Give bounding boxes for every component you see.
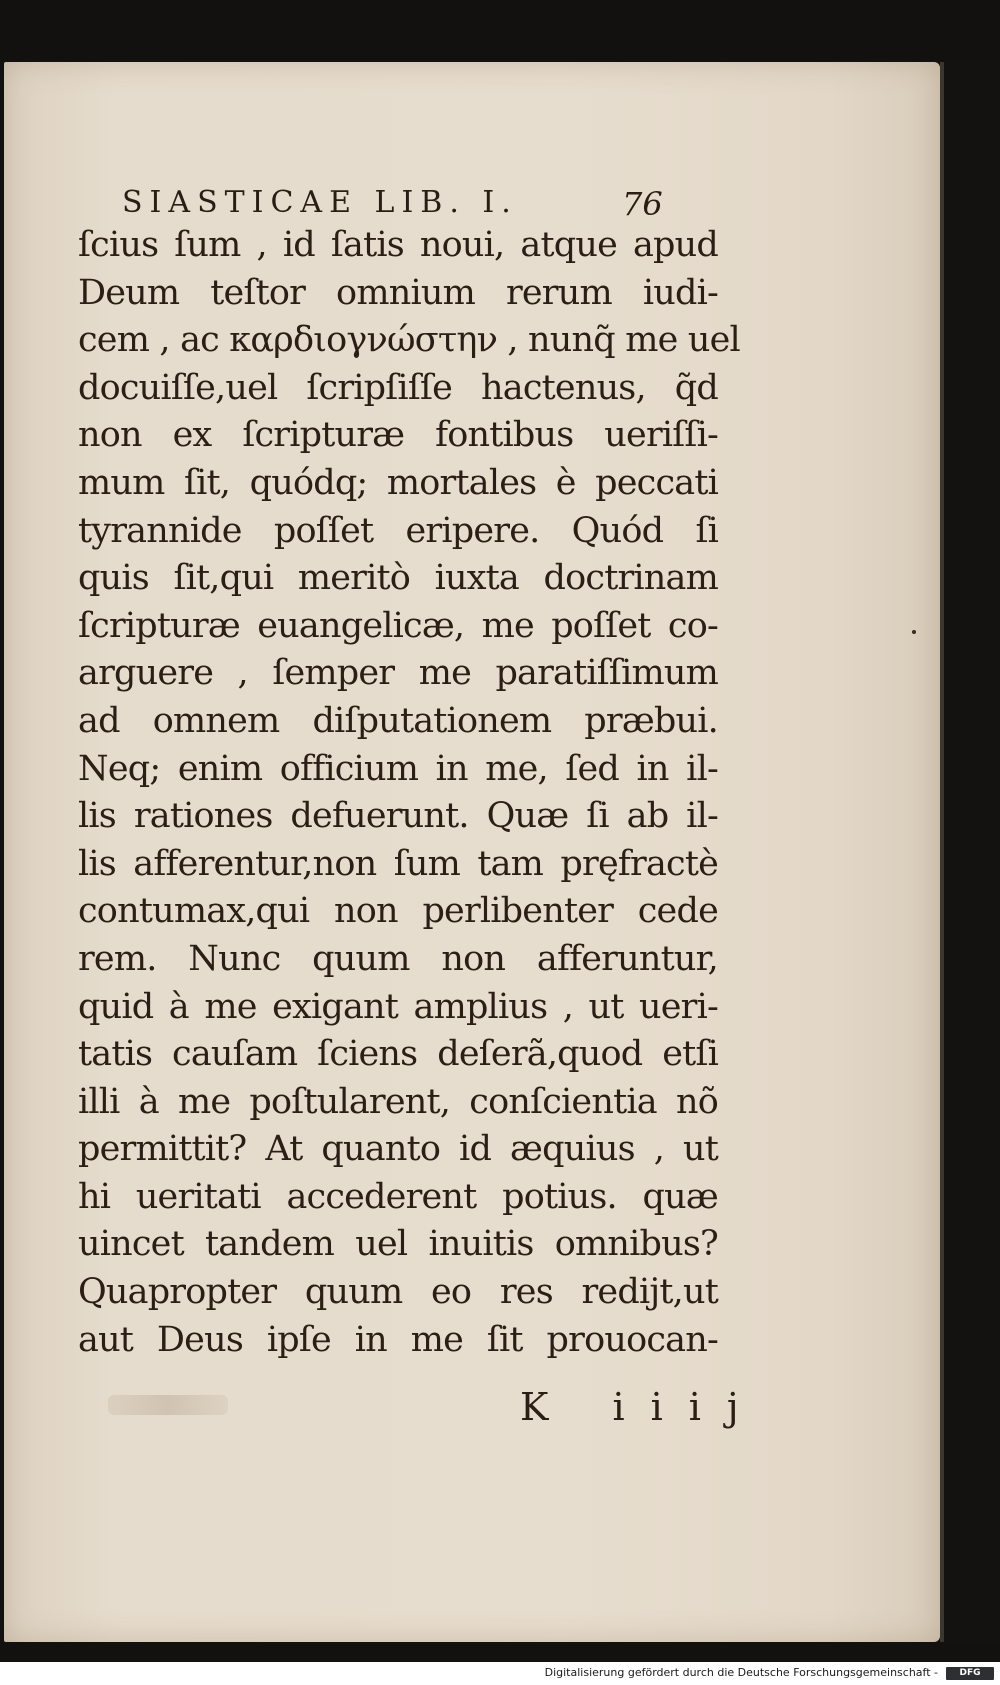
text-line: mum ſit, quódq; mortales è peccati xyxy=(78,462,718,503)
text-line: quid à me exigant amplius , ut ueri- xyxy=(78,986,718,1027)
page-number: 76 xyxy=(622,185,663,223)
text-line: lis rationes defuerunt. Quæ ſi ab il- xyxy=(78,796,718,837)
text-line: quis ſit,qui meritò iuxta doctrinam xyxy=(78,558,718,599)
running-head xyxy=(122,185,682,225)
signature-mark: K iiij xyxy=(520,1385,765,1429)
text-line: cem , ac καρδιογνώστην , nunq̃ me uel xyxy=(78,320,740,361)
dfg-logo-icon: DFG xyxy=(946,1667,994,1680)
text-line: lis afferentur,non ſum tam pręfractè xyxy=(78,843,718,884)
ink-speck xyxy=(912,630,916,634)
text-line: non ex ſcripturæ fontibus ueriſſi- xyxy=(78,415,718,456)
digitization-credit: Digitalisierung gefördert durch die Deutsche Forschungsgemeinschaft - xyxy=(544,1666,938,1679)
text-line: Quapropter quum eo res redijt,ut xyxy=(78,1272,718,1313)
text-line: contumax,qui non perlibenter cede xyxy=(78,891,718,932)
text-line: Deum teſtor omnium rerum iudi- xyxy=(78,272,718,313)
text-line: tyrannide poſſet eripere. Quód ſi xyxy=(78,510,718,551)
text-line: uincet tandem uel inuitis omnibus? xyxy=(78,1224,718,1265)
text-block xyxy=(78,222,740,1364)
text-line: tatis cauſam ſciens deſerã,quod etſi xyxy=(78,1034,718,1075)
text-line: Neq; enim officium in me, ſed in il- xyxy=(78,748,718,789)
bleed-through-smudge xyxy=(108,1395,228,1415)
text-line: hi ueritati accederent potius. quæ xyxy=(78,1176,718,1217)
text-line: illi à me poſtularent, conſcientia nõ xyxy=(78,1081,718,1122)
book-edge xyxy=(940,62,1000,1642)
text-line: docuiſſe,uel ſcripſiſſe hactenus, q̃d xyxy=(78,367,718,408)
text-line: aut Deus ipſe in me ſit prouocan- xyxy=(78,1319,718,1360)
running-head-title: SIASTICAE LIB. I. xyxy=(122,185,518,220)
text-line: rem. Nunc quum non afferuntur, xyxy=(78,938,718,979)
text-line: ſcripturæ euangelicæ, me poſſet co- xyxy=(78,605,718,646)
text-line: ſcius ſum , id ſatis noui, atque apud xyxy=(78,225,718,265)
text-line: permittit? At quanto id æquius , ut xyxy=(78,1129,718,1170)
text-line: ad omnem diſputationem præbui. xyxy=(78,700,718,741)
text-line: arguere , ſemper me paratiſſimum xyxy=(78,653,718,694)
